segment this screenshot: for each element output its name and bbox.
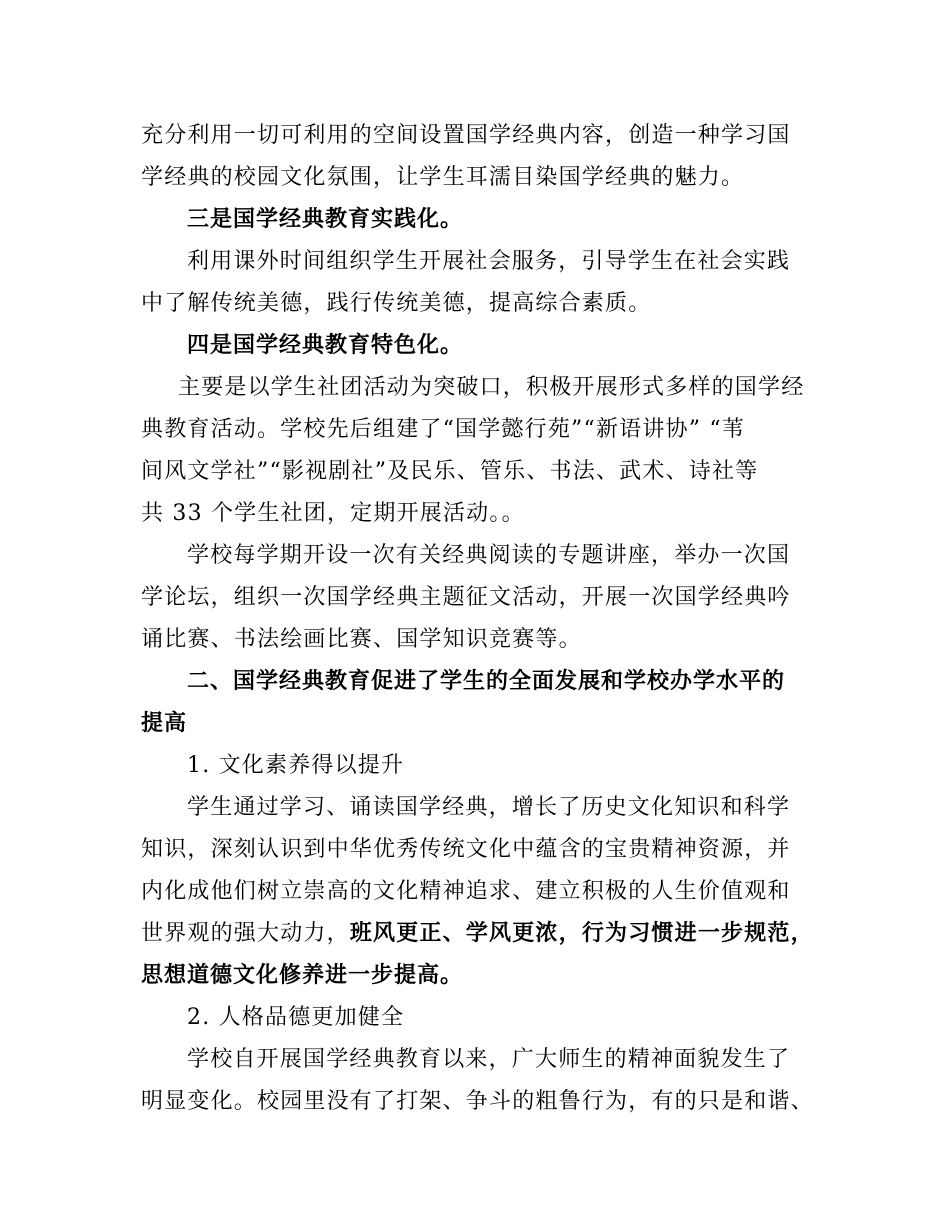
plain-text: 世界观的强大动力， [141, 921, 350, 946]
paragraph-line: 主要是以学生社团活动为突破口，积极开展形式多样的国学经 [178, 375, 805, 400]
paragraph-line: 充分利用一切可利用的空间设置国学经典内容，创造一种学习国 [141, 123, 791, 148]
paragraph-line: 中了解传统美德，践行传统美德，提高综合素质。 [141, 291, 652, 316]
paragraph-line: 知识，深刻认识到中华优秀传统文化中蕴含的宝贵精神资源，并 [141, 837, 791, 862]
chapter-heading-cont: 提高 [141, 711, 188, 736]
paragraph-line: 明显变化。校园里没有了打架、争斗的粗鲁行为，有的只是和谐、 [141, 1089, 814, 1114]
paragraph-line: 学经典的校园文化氛围，让学生耳濡目染国学经典的魅力。 [141, 165, 745, 190]
paragraph-line: 共 33 个学生社团，定期开展活动。。 [141, 501, 525, 526]
paragraph-line: 学校每学期开设一次有关经典阅读的专题讲座，举办一次国 [187, 543, 791, 568]
section-heading: 三是国学经典教育实践化。 [187, 207, 464, 232]
paragraph-line: 诵比赛、书法绘画比赛、国学知识竞赛等。 [141, 627, 582, 652]
paragraph-line: 内化成他们树立崇高的文化精神追求、建立积极的人生价值观和 [141, 879, 791, 904]
paragraph-line: 学生通过学习、诵读国学经典，增长了历史文化知识和科学 [187, 795, 791, 820]
paragraph-line-mixed [141, 912, 821, 956]
section-heading: 四是国学经典教育特色化。 [187, 333, 464, 358]
paragraph-line: 间风文学社”“影视剧社”及民乐、管乐、书法、武术、诗社等 [141, 459, 759, 484]
paragraph-line: 利用课外时间组织学生开展社会服务，引导学生在社会实践 [187, 249, 791, 274]
bold-text: 班风更正、学风更浓，行为习惯进一步规范， [349, 921, 814, 946]
paragraph-line: 学论坛，组织一次国学经典主题征文活动，开展一次国学经典吟 [141, 585, 791, 610]
subheading: 2. 人格品德更加健全 [187, 1005, 405, 1030]
paragraph-line: 典教育活动。学校先后组建了“国学懿行苑”“新语讲协” “苇 [141, 417, 746, 442]
bold-paragraph-line: 思想道德文化修养进一步提高。 [141, 963, 464, 988]
paragraph-line: 学校自开展国学经典教育以来，广大师生的精神面貌发生了 [187, 1047, 791, 1072]
subheading: 1. 文化素养得以提升 [187, 753, 405, 778]
chapter-heading: 二、国学经典教育促进了学生的全面发展和学校办学水平的 [187, 669, 786, 694]
